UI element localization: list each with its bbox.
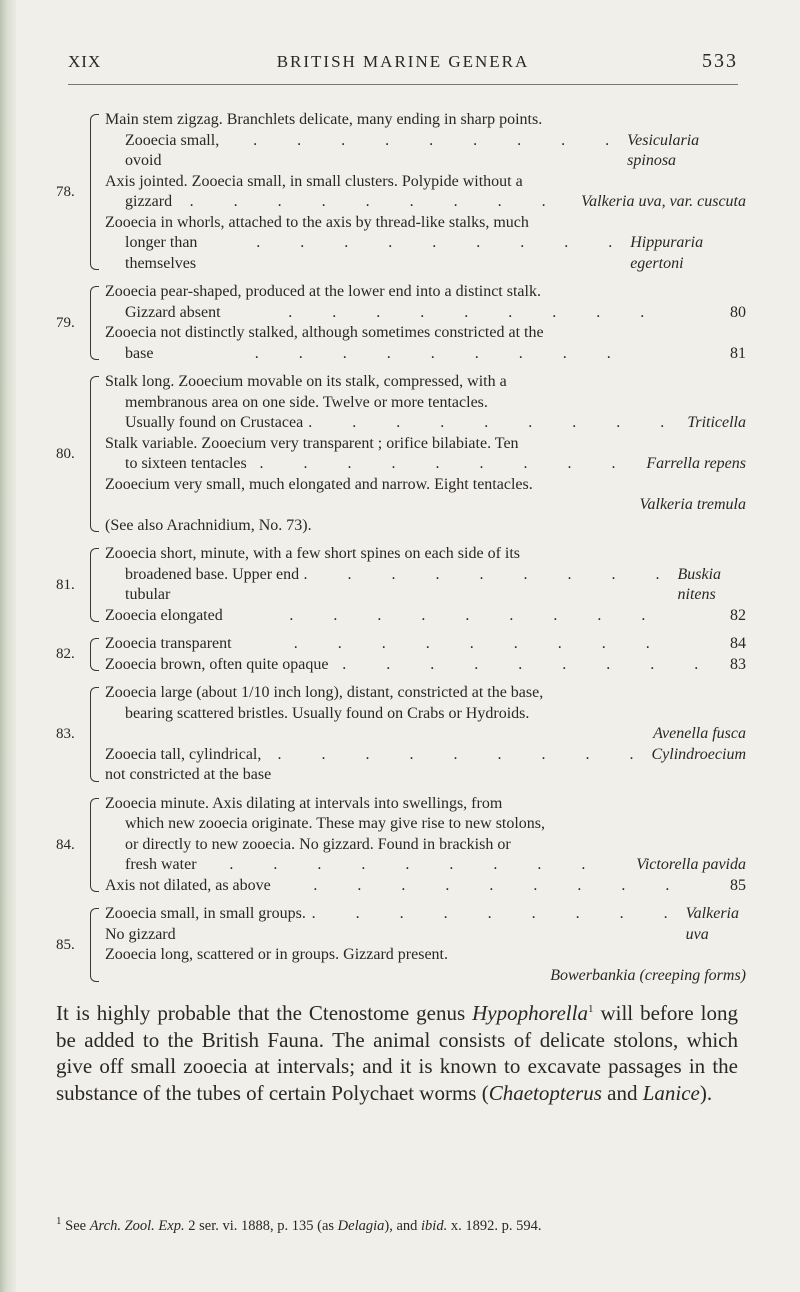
key-entry-line: Zooecia small, in small groups. No gizzard xyxy=(105,905,306,943)
key-entry-line: Usually found on Crustacea xyxy=(125,414,304,431)
brace-bracket xyxy=(90,908,99,982)
key-entry-line: Main stem zigzag. Branchlets delicate, many ending in sharp points. xyxy=(105,111,543,128)
leader-dots: . . . . . . . . . xyxy=(311,905,686,922)
brace-bracket xyxy=(90,286,99,360)
key-entry-line: Zooecia brown, often quite opaque xyxy=(105,655,329,673)
key-entry xyxy=(105,544,746,606)
brace-bracket xyxy=(90,798,99,893)
leader-dots: . . . . . . . . . xyxy=(289,606,664,624)
key-entry-line: Zooecia elongated xyxy=(105,606,223,624)
key-group-number: 83. xyxy=(56,726,75,742)
key-entry-line: bearing scattered bristles. Usually found on Crabs or Hydroids. xyxy=(125,704,530,722)
paragraph-text: and xyxy=(601,1080,643,1105)
genus-name: Delagia xyxy=(337,1217,385,1234)
brace-bracket xyxy=(90,114,99,270)
key-entry xyxy=(105,516,746,537)
leader-dots: . . . . . . . . . xyxy=(253,131,628,149)
key-entry xyxy=(105,634,746,655)
key-result[interactable]: 85 xyxy=(730,876,746,894)
key-group xyxy=(56,904,746,986)
key-entry-line: (See also Arachnidium, No. 73). xyxy=(105,516,312,534)
chapter-number: XIX xyxy=(68,52,102,71)
key-group xyxy=(56,282,746,364)
key-entry-line: longer than themselves xyxy=(125,234,198,272)
key-entry-line: Axis jointed. Zooecia small, in small clusters. Polypide without a xyxy=(105,172,523,190)
key-result[interactable]: 83 xyxy=(730,655,746,673)
key-result: Buskia nitens xyxy=(677,565,722,603)
key-result: Cylindroecium xyxy=(651,745,746,763)
key-entry xyxy=(105,794,746,876)
key-result: Triticella xyxy=(687,414,746,431)
key-entry xyxy=(105,655,746,676)
key-result: Victorella pavida xyxy=(636,856,746,873)
key-entry-line: Zooecia transparent xyxy=(105,635,232,652)
key-group-number: 85. xyxy=(56,936,75,953)
key-group xyxy=(56,110,746,274)
footnote-ibid: ibid. xyxy=(421,1217,448,1234)
footnote xyxy=(56,1212,738,1236)
key-entry-line: Zooecia not distinctly stalked, although sometimes constricted at the xyxy=(105,324,544,341)
key-result: Valkeria uva, var. cuscuta xyxy=(581,193,746,210)
identification-key xyxy=(56,110,746,994)
paragraph-text: It is highly probable that the Ctenostome genus xyxy=(56,1001,473,1025)
footnote-text: 2 ser. vi. 1888, p. 135 (as xyxy=(184,1217,338,1234)
leader-dots: . . . . . . . . . xyxy=(259,455,634,472)
footnote-mark: 1 xyxy=(56,1215,62,1227)
footnote-text: See xyxy=(61,1217,90,1234)
key-entry xyxy=(105,110,746,172)
key-entry-line: Zooecia long, scattered or in groups. Gizzard present. xyxy=(105,946,448,963)
leader-dots: . . . . . . . . . xyxy=(303,565,678,583)
key-entry xyxy=(105,606,746,627)
key-group-number: 78. xyxy=(56,183,75,200)
key-entry-line: Stalk long. Zooecium movable on its stalk, compressed, with a xyxy=(105,373,507,390)
genus-name: Chaetopterus xyxy=(488,1080,602,1105)
key-entry-line: Zooecia tall, cylindrical, not constricted at the base xyxy=(105,745,272,783)
brace-bracket xyxy=(90,687,99,782)
key-entry-line: Zooecia short, minute, with a few short spines on each side of its xyxy=(105,545,521,562)
leader-dots: . . . . . . . . . xyxy=(342,655,717,673)
brace-bracket xyxy=(90,638,99,671)
leader-dots: . . . . . . . . . xyxy=(293,635,668,652)
key-entry-line: Zooecia small, ovoid xyxy=(125,131,220,169)
key-group xyxy=(56,634,746,675)
key-entry xyxy=(105,282,746,323)
leader-dots: . . . . . . . . . xyxy=(288,303,663,321)
key-result: Valkeria tremula xyxy=(639,496,746,513)
key-group-number: 81. xyxy=(56,576,75,593)
key-result: Hippuraria egertoni xyxy=(630,234,704,272)
key-group xyxy=(56,794,746,897)
key-group xyxy=(56,372,746,536)
key-entry-line: base xyxy=(125,344,154,362)
book-spine-shadow xyxy=(0,0,16,1292)
key-entry xyxy=(105,323,746,364)
brace-bracket xyxy=(90,376,99,532)
key-entry-line: fresh water xyxy=(125,856,197,873)
leader-dots: . . . . . . . . . xyxy=(254,344,629,362)
key-entry-line: Stalk variable. Zooecium very transparent ; orifice bilabiate. Ten xyxy=(105,434,519,452)
key-entry xyxy=(105,904,746,945)
key-result[interactable]: 81 xyxy=(730,344,746,362)
genus-name: Lanice xyxy=(642,1080,700,1105)
leader-dots: . . . . . . . . . xyxy=(189,193,564,210)
key-result[interactable]: 82 xyxy=(730,606,746,624)
key-group-number: 84. xyxy=(56,836,75,853)
key-entry xyxy=(105,475,746,516)
paragraph-text: ). xyxy=(699,1080,713,1105)
key-group-number: 79. xyxy=(56,314,75,331)
footnote-reference[interactable]: 1 xyxy=(587,1003,594,1015)
leader-dots: . . . . . . . . . xyxy=(229,856,604,873)
key-entry-line: to sixteen tentacles xyxy=(125,455,247,472)
paragraph-text: will before long be added to the British Fauna. The animal consists of delicate stolons, which give off small zooecia at intervals; and it is known to excavate passages in the substance of the tubes of certain Polychaet worms ( xyxy=(56,1001,738,1105)
footnote-text: x. 1892. p. 594. xyxy=(447,1217,542,1234)
key-entry-line: Gizzard absent xyxy=(125,303,221,321)
leader-dots: . . . . . . . . . xyxy=(277,745,652,763)
genus-name: Hypophorella xyxy=(472,1001,588,1025)
key-group-number: 82. xyxy=(56,646,75,663)
key-entry xyxy=(105,876,746,897)
running-header xyxy=(68,0,738,85)
leader-dots: . . . . . . . . . xyxy=(313,876,688,894)
key-entry-line: Zooecium very small, much elongated and narrow. Eight tentacles. xyxy=(105,475,533,493)
key-group xyxy=(56,544,746,626)
key-entry xyxy=(105,683,746,745)
key-result: Valkeria uva xyxy=(685,905,739,943)
page xyxy=(56,0,776,1234)
key-entry xyxy=(105,745,746,786)
key-entry xyxy=(105,372,746,434)
body-paragraph xyxy=(56,996,738,1106)
key-entry-line: Axis not dilated, as above xyxy=(105,876,271,894)
page-number: 533 xyxy=(702,50,738,72)
brace-bracket xyxy=(90,548,99,622)
key-entry xyxy=(105,172,746,213)
leader-dots: . . . . . . . . . xyxy=(308,414,683,431)
key-result: Bowerbankia (creeping forms) xyxy=(550,966,746,984)
key-group-number: 80. xyxy=(56,445,75,462)
key-result: Farrella repens xyxy=(646,455,746,472)
key-entry xyxy=(105,434,746,475)
leader-dots: . . . . . . . . . xyxy=(256,234,631,251)
running-title: BRITISH MARINE GENERA xyxy=(276,52,530,71)
key-entry-line: or directly to new zooecia. No gizzard. Found in brackish or xyxy=(125,835,511,853)
key-entry xyxy=(105,213,746,275)
key-result[interactable]: 80 xyxy=(730,303,746,321)
key-entry-line: which new zooecia originate. These may give rise to new stolons, xyxy=(125,815,546,832)
key-result[interactable]: 84 xyxy=(730,635,746,652)
key-entry xyxy=(105,945,746,986)
journal-title: Arch. Zool. Exp. xyxy=(89,1217,185,1234)
key-entry-line: Zooecia pear-shaped, produced at the lower end into a distinct stalk. xyxy=(105,283,541,300)
key-group xyxy=(56,683,746,786)
footnote-text: ), and xyxy=(384,1217,422,1234)
key-entry-line: Zooecia large (about 1/10 inch long), distant, constricted at the base, xyxy=(105,684,544,701)
key-entry-line: gizzard xyxy=(125,193,173,210)
key-result: Avenella fusca xyxy=(653,725,746,742)
key-result: Vesicularia spinosa xyxy=(627,131,700,169)
key-entry-line: Zooecia minute. Axis dilating at intervals into swellings, from xyxy=(105,794,503,812)
key-entry-line: membranous area on one side. Twelve or more tentacles. xyxy=(125,393,488,411)
key-entry-line: Zooecia in whorls, attached to the axis by thread-like stalks, much xyxy=(105,213,529,231)
key-entry-line: broadened base. Upper end tubular xyxy=(125,565,300,603)
